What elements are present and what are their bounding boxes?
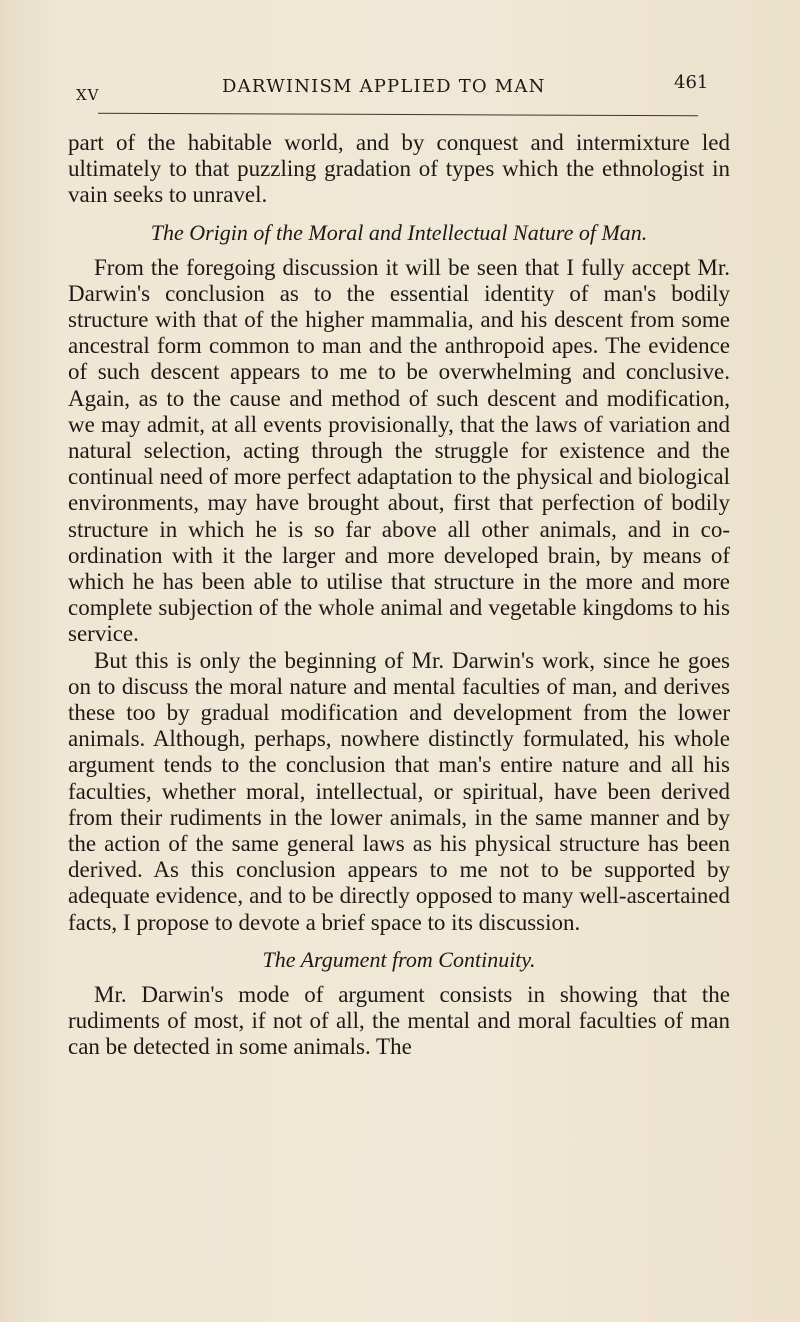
header-rule <box>98 113 698 117</box>
running-title: DARWINISM APPLIED TO MAN <box>222 76 546 97</box>
page-number: 461 <box>674 72 709 93</box>
paragraph: But this is only the beginning of Mr. Darwin's work, since he goes on to discuss the moral nature and mental faculties of man, and derives these too by gradual modification and development from the lower animals. Although, perhaps, nowhere distinctly formulated, his whole argument tends to the conclusion that man's entire nature and all his faculties, whether moral, intellectual, or spiritual, have been derived from their rudiments in the lower animals, in the same manner and by the action of the same general laws as his physical structure has been derived. As this conclusion appears to me not to be supported by adequate evidence, and to be directly opposed to many well-ascertained facts, I propose to devote a brief space to its discussion. <box>68 647 730 935</box>
paragraph: From the foregoing discussion it will be seen that I fully accept Mr. Darwin's conclusion as to the essential identity of man's bodily structure with that of the higher mammalia, and his descent from some ancestral form common to man and the anthropoid apes. The evidence of such descent appears to me to be overwhelming and conclusive. Again, as to the cause and method of such descent and modification, we may admit, at all events provisionally, that the laws of variation and natural selection, acting through the struggle for existence and the continual need of more perfect adaptation to the physical and biological environments, may have brought about, first that perfection of bodily structure in which he is so far above all other animals, and in co-ordination with it the larger and more developed brain, by means of which he has been able to utilise that structure in the more and more complete subjection of the whole animal and vegetable kingdoms to his service. <box>68 254 730 647</box>
running-header <box>70 72 710 104</box>
body-text <box>68 130 730 1061</box>
paragraph: part of the habitable world, and by conquest and intermixture led ultimately to that puzzling gradation of types which the ethnologist in vain seeks to unravel. <box>68 130 730 208</box>
paragraph: Mr. Darwin's mode of argument consists in showing that the rudiments of most, if not of all, the mental and moral faculties of man can be detected in some animals. The <box>68 981 730 1060</box>
chapter-number: XV <box>76 86 100 104</box>
section-heading: The Argument from Continuity. <box>262 946 536 972</box>
section-heading: The Origin of the Moral and Intellectual Nature of Man. <box>150 219 648 245</box>
